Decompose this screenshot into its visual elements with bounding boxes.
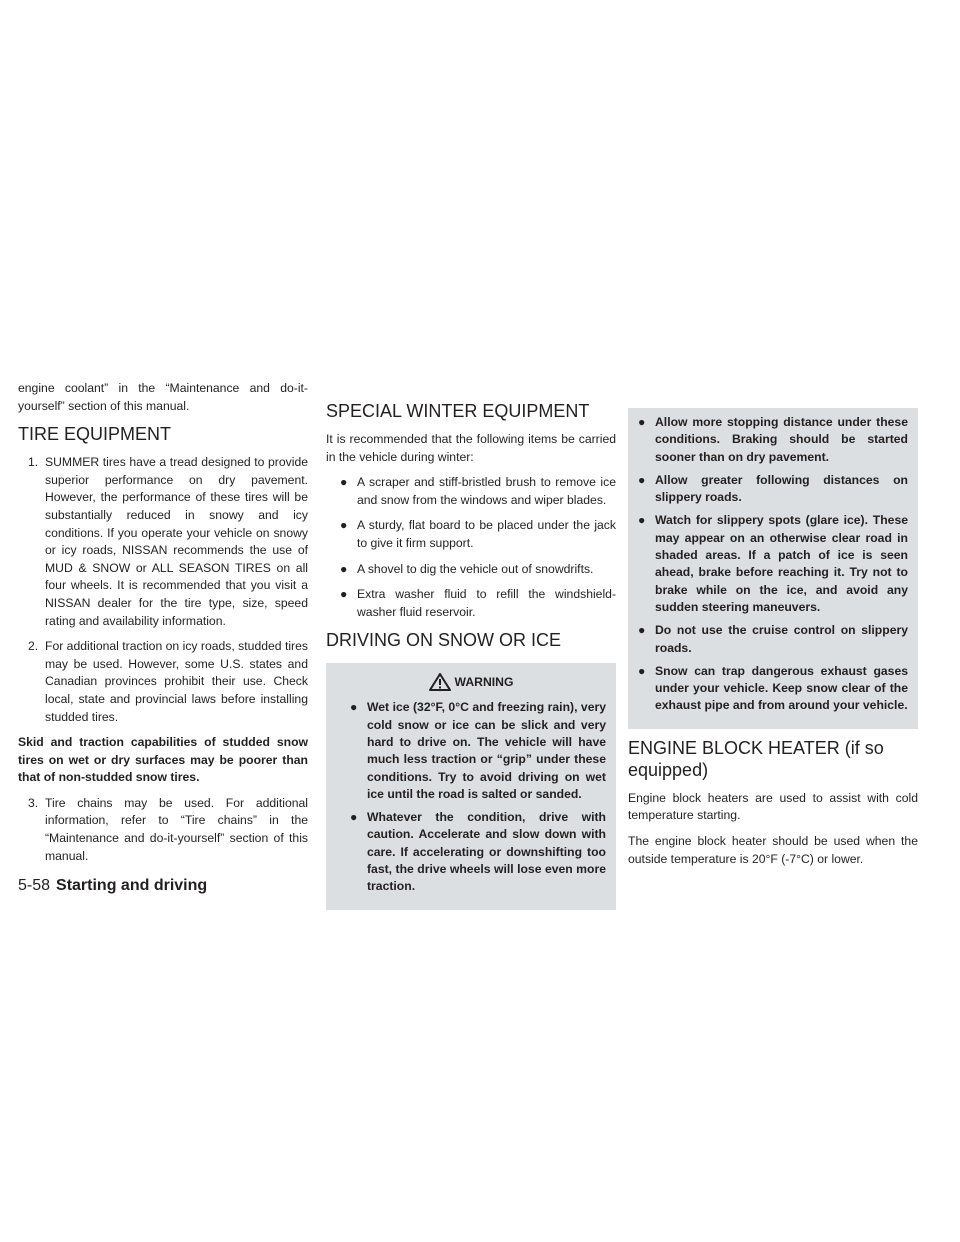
list-item: [340, 561, 616, 579]
column-right: [628, 380, 918, 876]
heater-paragraph: The engine block heater should be used when the outside temperature is 20°F (-7°C) or lower.: [628, 833, 918, 866]
bullet-text: A sturdy, flat board to be placed under the jack to give it firm support.: [357, 518, 616, 550]
column-left: [18, 380, 308, 873]
warning-text: Do not use the cruise control on slippery roads.: [655, 623, 908, 655]
bullet-icon: ●: [340, 587, 348, 602]
bullet-icon: ●: [340, 518, 348, 533]
bullet-icon: ●: [638, 472, 646, 487]
list-item: [340, 586, 616, 621]
list-item: [28, 454, 308, 630]
list-item: [638, 414, 908, 466]
warning-text: Snow can trap dangerous exhaust gases under your vehicle. Keep snow clear of the exhaust pipe and from around your vehicle.: [655, 663, 908, 713]
tire-equipment-heading: TIRE EQUIPMENT: [18, 424, 172, 445]
bullet-text: A shovel to dig the vehicle out of snowdrifts.: [357, 561, 594, 576]
list-item: [350, 699, 606, 803]
bullet-icon: ●: [350, 700, 358, 715]
bullet-icon: ●: [638, 623, 646, 638]
list-item: [638, 472, 908, 507]
warning-text: Allow more stopping distance under these conditions. Braking should be started sooner than on dry pavement.: [655, 415, 908, 464]
warning-box: [326, 663, 616, 909]
bullet-icon: ●: [638, 513, 646, 528]
item-text: SUMMER tires have a tread designed to provide superior performance on dry pavement. However, the performance of these tires will be substantially reduced in snowy and icy conditions. If you operate your vehicle on snowy or icy roads, NISSAN recommends the use of MUD & SNOW or ALL SEASON TIRES on all four wheels. It is recommended that you visit a NISSAN dealer for the tire type, size, speed rating and availability information.: [45, 455, 308, 628]
studded-tires-note: Skid and traction capabilities of studded snow tires on wet or dry surfaces may be poorer than that of non-studded snow tires.: [18, 735, 308, 785]
section-title: Starting and driving: [56, 877, 208, 894]
warning-text: Watch for slippery spots (glare ice). These may appear on an otherwise clear road in shaded areas. If a patch of ice is seen ahead, brake before reaching it. Try not to brake while on the ice, and avoid any sudden steering maneuvers.: [655, 513, 908, 614]
list-item: [350, 809, 606, 895]
winter-intro-paragraph: It is recommended that the following items be carried in the vehicle during winter:: [326, 432, 616, 464]
intro-paragraph: engine coolant” in the “Maintenance and do-it-yourself” section of this manual.: [18, 381, 308, 413]
warning-box-continued: [628, 408, 918, 729]
special-winter-equipment-heading: SPECIAL WINTER EQUIPMENT: [326, 401, 590, 421]
warning-list: [336, 699, 606, 895]
bullet-icon: ●: [350, 810, 358, 825]
driving-on-snow-heading: DRIVING ON SNOW OR ICE: [326, 630, 562, 651]
bullet-icon: ●: [340, 561, 348, 576]
warning-text: Allow greater following distances on slippery roads.: [655, 472, 908, 505]
column-middle: [326, 380, 616, 910]
warning-triangle-icon: [429, 673, 451, 691]
list-item: [28, 795, 308, 865]
bullet-icon: ●: [638, 663, 646, 678]
bullet-text: A scraper and stiff-bristled brush to remove ice and snow from the windows and wiper blades.: [357, 475, 616, 507]
winter-items-list: [326, 474, 616, 621]
item-text: Tire chains may be used. For additional information, refer to “Tire chains” in the “Maintenance and do-it-yourself” section of this manual.: [45, 795, 308, 863]
list-item: [638, 512, 908, 616]
list-item: [638, 663, 908, 715]
item-text: For additional traction on icy roads, studded tires may be used. However, some U.S. states and Canadian provinces prohibit their use. Check local, state and provincial laws before installing studded tires.: [45, 639, 308, 724]
warning-label: WARNING: [454, 674, 514, 689]
warning-list: [638, 414, 908, 715]
engine-block-heater-heading: ENGINE BLOCK HEATER (if so equipped): [628, 737, 884, 780]
heater-paragraph: Engine block heaters are used to assist with cold temperature starting.: [628, 790, 918, 823]
warning-text: Whatever the condition, drive with caution. Accelerate and slow down with care. If accelerating or downshifting too fast, the drive wheels will lose even more traction.: [367, 810, 606, 894]
item-number: 3.: [28, 795, 39, 810]
page-number: 5-58: [18, 877, 51, 894]
bullet-text: Extra washer fluid to refill the windshield-washer fluid reservoir.: [357, 587, 616, 619]
warning-header: [336, 673, 606, 691]
list-item: [28, 638, 308, 726]
bullet-icon: ●: [638, 415, 646, 429]
item-number: 2.: [28, 639, 39, 654]
item-number: 1.: [28, 455, 39, 470]
list-item: [638, 622, 908, 657]
list-item: [340, 517, 616, 552]
bullet-icon: ●: [340, 475, 348, 490]
list-item: [340, 474, 616, 509]
warning-text: Wet ice (32°F, 0°C and freezing rain), very cold snow or ice can be slick and very hard to drive on. The vehicle will have much less traction or “grip” under these conditions. Try to avoid driving on wet ice until the road is salted or sanded.: [367, 700, 606, 801]
page-footer: [18, 876, 207, 896]
